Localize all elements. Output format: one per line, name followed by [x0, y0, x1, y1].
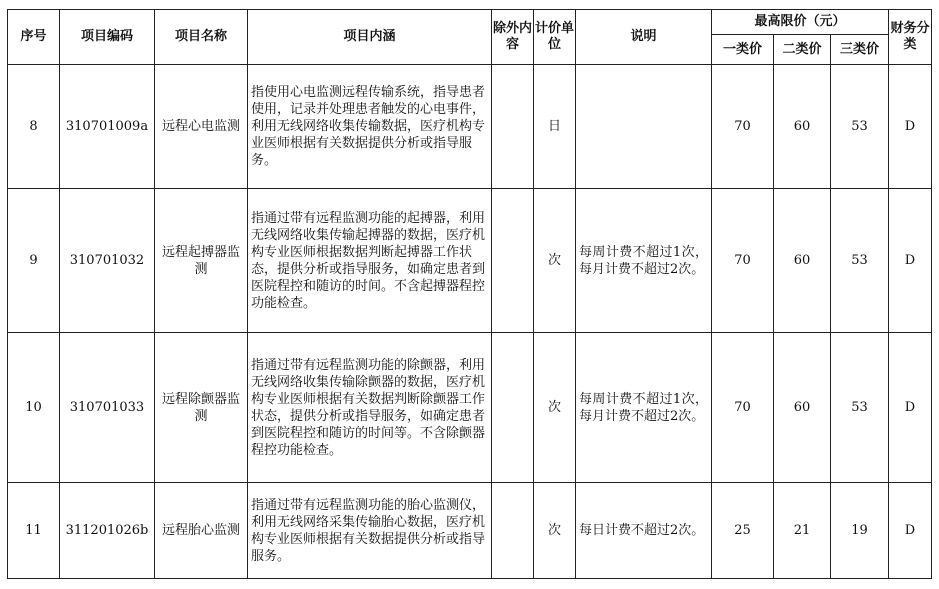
cell-seq: 11: [8, 483, 60, 579]
cell-excluded: [492, 333, 534, 483]
cell-class3: 53: [831, 189, 889, 333]
table-row: [8, 483, 932, 579]
header-unit: 计价单位: [534, 10, 576, 65]
header-note: 说明: [576, 10, 712, 65]
cell-name: 远程胎心监测: [155, 483, 248, 579]
cell-content: 指使用心电监测远程传输系统，指导患者使用，记录并处理患者触发的心电事件，利用无线网络收集传输数据，医疗机构专业医师根据有关数据提供分析或指导服务。: [248, 65, 492, 189]
cell-unit: 日: [534, 65, 576, 189]
cell-class1: 70: [712, 65, 774, 189]
cell-name: 远程起搏器监测: [155, 189, 248, 333]
cell-class3: 53: [831, 333, 889, 483]
cell-note: 每周计费不超过1次，每月计费不超过2次。: [576, 333, 712, 483]
cell-class2: 21: [774, 483, 831, 579]
cell-unit: 次: [534, 483, 576, 579]
cell-note: 每日计费不超过2次。: [576, 483, 712, 579]
table-row: [8, 65, 932, 189]
cell-seq: 9: [8, 189, 60, 333]
cell-excluded: [492, 189, 534, 333]
header-name: 项目名称: [155, 10, 248, 65]
cell-seq: 10: [8, 333, 60, 483]
cell-name: 远程心电监测: [155, 65, 248, 189]
table-row: [8, 189, 932, 333]
cell-class2: 60: [774, 333, 831, 483]
header-finance: 财务分类: [889, 10, 932, 65]
cell-code: 310701033: [60, 333, 155, 483]
header-max-price: 最高限价（元）: [712, 10, 889, 35]
cell-name: 远程除颤器监测: [155, 333, 248, 483]
cell-content: 指通过带有远程监测功能的除颤器，利用无线网络收集传输除颤器的数据，医疗机构专业医师根据有关数据判断除颤器工作状态，提供分析或指导服务，如确定患者到医院程控和随访的时间等。不含除颤器程控功能检查。: [248, 333, 492, 483]
header-seq: 序号: [8, 10, 60, 65]
header-code: 项目编码: [60, 10, 155, 65]
cell-class3: 19: [831, 483, 889, 579]
cell-finance: D: [889, 333, 932, 483]
cell-finance: D: [889, 65, 932, 189]
header-class2: 二类价: [774, 35, 831, 65]
cell-code: 310701032: [60, 189, 155, 333]
cell-excluded: [492, 483, 534, 579]
cell-note: [576, 65, 712, 189]
cell-class2: 60: [774, 189, 831, 333]
table-row: [8, 333, 932, 483]
cell-class1: 25: [712, 483, 774, 579]
cell-code: 311201026b: [60, 483, 155, 579]
cell-seq: 8: [8, 65, 60, 189]
cell-unit: 次: [534, 333, 576, 483]
cell-class2: 60: [774, 65, 831, 189]
cell-finance: D: [889, 483, 932, 579]
header-class1: 一类价: [712, 35, 774, 65]
cell-class3: 53: [831, 65, 889, 189]
header-content: 项目内涵: [248, 10, 492, 65]
cell-note: 每周计费不超过1次，每月计费不超过2次。: [576, 189, 712, 333]
cell-excluded: [492, 65, 534, 189]
header-excluded: 除外内容: [492, 10, 534, 65]
cell-content: 指通过带有远程监测功能的胎心监测仪，利用无线网络采集传输胎心数据，医疗机构专业医师根据有关数据提供分析或指导服务。: [248, 483, 492, 579]
cell-finance: D: [889, 189, 932, 333]
cell-unit: 次: [534, 189, 576, 333]
cell-code: 310701009a: [60, 65, 155, 189]
pricing-table: [7, 9, 932, 579]
cell-class1: 70: [712, 333, 774, 483]
header-class3: 三类价: [831, 35, 889, 65]
cell-class1: 70: [712, 189, 774, 333]
cell-content: 指通过带有远程监测功能的起搏器，利用无线网络收集传输起搏器的数据，医疗机构专业医师根据数据判断起搏器工作状态，提供分析或指导服务，如确定患者到医院程控和随访的时间。不含起搏器程控功能检查。: [248, 189, 492, 333]
